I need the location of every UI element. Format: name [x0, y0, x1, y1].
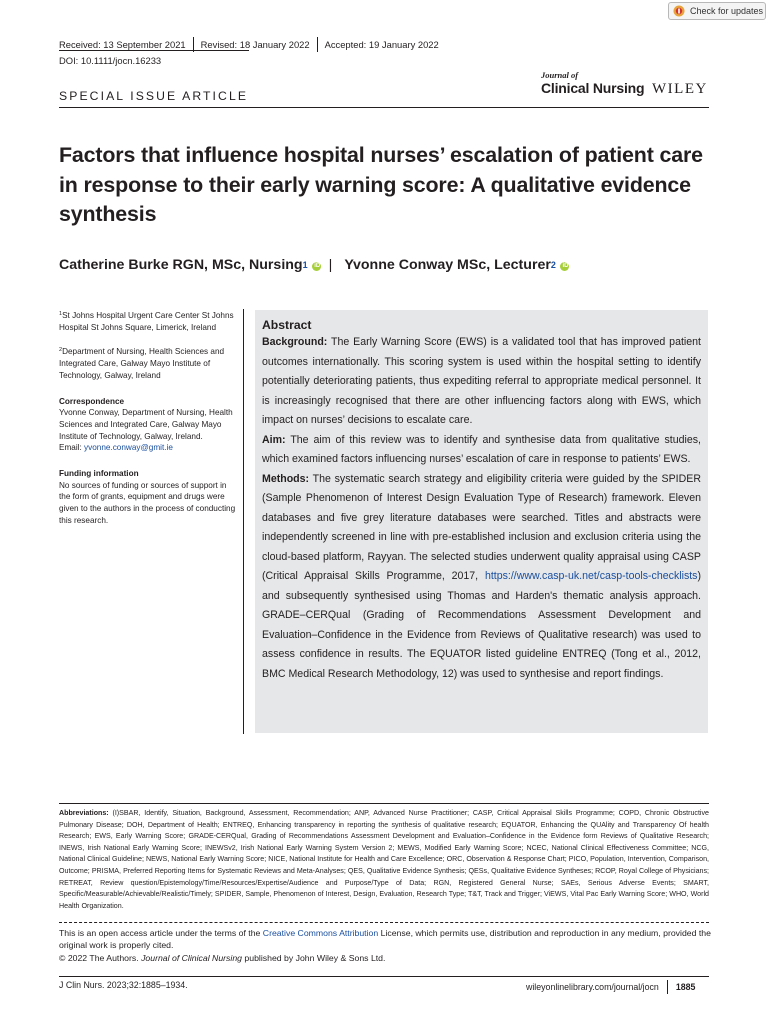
- page-number: 1885: [675, 982, 696, 992]
- correspondence-heading: Correspondence: [59, 396, 125, 406]
- received-date: Received: 13 September 2021: [59, 38, 186, 50]
- email-label: Email:: [59, 443, 82, 453]
- copyright-journal: Journal of Clinical Nursing: [141, 952, 242, 963]
- column-divider: [243, 309, 244, 734]
- journal-prefix: Journal of: [541, 70, 579, 80]
- abbreviations-rule: [59, 803, 709, 804]
- header-rule: [59, 50, 249, 51]
- author-name[interactable]: Catherine Burke RGN, MSc, Nursing: [59, 257, 303, 273]
- funding-heading: Funding information: [59, 469, 139, 479]
- correspondence-email: [59, 442, 239, 454]
- footer-separator: [667, 980, 668, 994]
- correspondence-text: Yvonne Conway, Department of Nursing, Health Sciences and Integrated Care, Galway Mayo Institute of Technology, Galway, Ireland.: [59, 408, 233, 441]
- email-link[interactable]: yvonne.conway@gmit.ie: [84, 443, 173, 453]
- copyright-suffix: published by John Wiley & Sons Ltd.: [244, 952, 386, 963]
- orcid-icon[interactable]: iD: [560, 262, 569, 271]
- accepted-date: Accepted: 19 January 2022: [324, 38, 439, 50]
- article-dates: [59, 38, 439, 50]
- license-divider: [59, 922, 709, 923]
- affiliation-marker: 1: [59, 311, 63, 317]
- author-line: [59, 257, 569, 273]
- abstract-box: [255, 310, 708, 733]
- abstract-aim: [262, 431, 701, 470]
- background-label: Background:: [262, 336, 328, 348]
- revised-date: Revised: 18 January 2022: [200, 38, 310, 50]
- citation: J Clin Nurs. 2023;32:1885–1934.: [59, 980, 188, 990]
- article-title: Factors that influence hospital nurses’ escalation of patient care in response to their early warning score: A qualitative evidence synthesis: [59, 143, 703, 226]
- abstract-heading: Abstract: [262, 318, 312, 332]
- abbreviations-label: Abbreviations:: [59, 809, 109, 817]
- license-notice: [59, 927, 719, 964]
- check-updates-icon: [673, 5, 685, 17]
- background-text: The Early Warning Score (EWS) is a validated tool that has improved patient outcomes internationally. This scoring system is used within the hospital setting to identify potentially deteriorating patients, thus expediting referral to appropriate medical personnel. It is increasingly recognised that there are other influencing factors along with EWS, which impact on nurses’ decisions to escalate care.: [262, 336, 701, 426]
- abbreviations-text: (I)SBAR, Identify, Situation, Background, Assessment, Recommendation; ANP, Advanced Nurse Practitioner; CASP, Critical Appraisal Skills Programme; COPD, Chronic Obstructive Pulmonary Disease; DOH, Department of Health; ENTREQ, Enhancing transparency in reporting the synthesis of qualitative research; EQUATOR, Enhancing the QUAlity and Transparency Of health Research; EWS, Early Warning Score; GRADE-CERQual, Grading of Recommendations Assessment Development and Evaluation–Confidence in the Evidence form Reviews of Qualitative Research; INEWS, Irish National Early Warning Score; INEWSv2, Irish National Early Warning System Version 2; MEWS, Modified Early Warning Score; NCEC, National Clinical Effectiveness Committee; NCG, National Clinical Guideline; NEWS, National Early Warning Score; NICE, National Institute for Health and Care Excellence; ORC, Observation & Response Chart; PICO, Population, Intervention, Comparison, Outcome; PRISMA, Preferred Reporting Items for Systematic Reviews and Meta-Analyses; QES, Qualitative Evidence Synthesis; QESs, Qualitative Evidence Syntheses; RCOP, Royal College of Physicians; RETREAT, Review question/Epistemology/Time/Resources/Expertise/Audience and Purpose/Type of Data; RGN, Registered General Nurse; SAEs, Serious Adverse Events; SMART, Specific/Measurable/Achievable/Realistic/Timely; SPIDER, Sample, Phenomenon of Interest, Design, Evaluation, Research Type; T&T, Track and Trigger; ViEWS, Vital Pac Early Warning Score; WHO, World Health Organization.: [59, 809, 709, 910]
- check-updates-label: Check for updates: [690, 6, 764, 16]
- footer-rule: [59, 976, 709, 977]
- doi[interactable]: DOI: 10.1111/jocn.16233: [59, 55, 162, 66]
- footer-right: [526, 980, 695, 994]
- check-for-updates-button[interactable]: [668, 2, 766, 20]
- affiliation-text: St Johns Hospital Urgent Care Center St Johns Hospital St Johns Square, Limerick, Ireland: [59, 311, 234, 332]
- license-text-continued: License, which permits use, distribution and reproduction in any medium, provided the original work is properly cited.: [59, 928, 711, 951]
- journal-name: Clinical Nursing: [541, 80, 645, 96]
- funding-text: No sources of funding or sources of support in the form of grants, equipment and drugs were given to the authors in the process of conducting this research.: [59, 480, 236, 525]
- aim-label: Aim:: [262, 433, 286, 446]
- affiliation-text: Department of Nursing, Health Sciences and Integrated Care, Galway Mayo Institute of Technology, Galway, Ireland: [59, 347, 225, 380]
- orcid-icon[interactable]: iD: [312, 262, 321, 271]
- section-rule: [59, 107, 709, 108]
- abstract-background: [262, 333, 701, 431]
- affiliations-column: [59, 309, 239, 539]
- abstract-methods: [262, 470, 701, 685]
- methods-text: The systematic search strategy and eligibility criteria were guided by the SPIDER (Sample Phenomenon of Interest Design Evaluation Type of Research) framework. Eleven databases and five grey literature databases were searched. Titles and abstracts were independently screened in line with pre-established inclusion and exclusion criteria using the cloud-based platform, Rayyan. The selected studies underwent quality appraisal using CASP (Critical Appraisal Skills Programme, 2017,: [262, 472, 701, 582]
- affiliation-marker[interactable]: 2: [550, 260, 556, 270]
- license-text: This is an open access article under the terms of the: [59, 928, 261, 938]
- copyright-prefix: © 2022 The Authors.: [59, 952, 139, 963]
- casp-link[interactable]: https://www.casp-uk.net/casp-tools-checklists: [484, 570, 698, 582]
- aim-text: The aim of this review was to identify and synthesise data from qualitative studies, which examined factors influencing nurses’ escalation of care in response to patients’ EWS.: [262, 433, 701, 465]
- affiliation-1: [59, 309, 239, 333]
- date-separator: [317, 37, 318, 52]
- affiliation-marker: 2: [59, 347, 63, 354]
- author-separator: |: [328, 257, 333, 273]
- publisher-logo: WILEY: [652, 81, 708, 97]
- abbreviations: [59, 808, 709, 912]
- creative-commons-link[interactable]: Creative Commons Attribution: [262, 928, 379, 938]
- affiliation-2: [59, 345, 239, 381]
- methods-text-continued: ) and subsequently synthesised using Thomas and Harden's thematic analysis approach. GRADE–CERQual (Grading of Recommendations Assessment Development and Evaluation–Confidence in the Evidence from Reviews of Qualitative research) was used to assess confidence in results. The EQUATOR listed guideline ENTREQ (Tong et al., 2012, BMC Medical Research Methodology, 12) was used to synthesise and report findings.: [262, 570, 702, 680]
- journal-url[interactable]: wileyonlinelibrary.com/journal/jocn: [526, 982, 659, 992]
- article-type: SPECIAL ISSUE ARTICLE: [59, 89, 249, 103]
- author-name[interactable]: Yvonne Conway MSc, Lecturer: [344, 257, 551, 273]
- affiliation-marker[interactable]: 1: [302, 260, 308, 270]
- methods-label: Methods:: [262, 472, 310, 485]
